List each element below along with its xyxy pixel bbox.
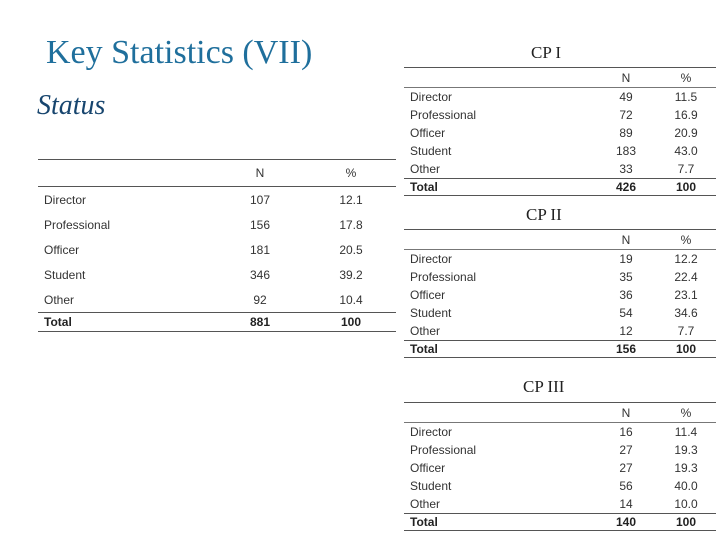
table-row	[404, 268, 716, 286]
status-table-cp1	[404, 67, 716, 196]
row-label: Officer	[44, 242, 80, 257]
row-percent: 17.8	[339, 217, 363, 232]
row-n: 49	[619, 90, 633, 104]
row-percent: 11.4	[674, 425, 698, 439]
row-label: Student	[410, 306, 452, 320]
row-n: 92	[253, 292, 267, 307]
row-label: Director	[410, 252, 453, 266]
table-row	[404, 477, 716, 495]
row-n: 72	[619, 108, 633, 122]
column-header-percent: %	[656, 68, 716, 88]
column-header-n: N	[596, 403, 656, 423]
row-label: Professional	[410, 270, 477, 284]
table-row	[404, 441, 716, 459]
table-row	[404, 250, 716, 269]
row-n: 27	[619, 443, 633, 457]
table-row	[404, 124, 716, 142]
row-label: Professional	[410, 108, 477, 122]
row-n: 156	[249, 217, 271, 232]
table-row	[404, 495, 716, 514]
row-label: Director	[44, 192, 87, 207]
row-label: Other	[410, 497, 441, 511]
column-header-n: N	[214, 160, 306, 187]
row-percent: 43.0	[674, 144, 698, 158]
table-row	[404, 88, 716, 107]
total-percent: 100	[656, 179, 716, 196]
table-row	[404, 286, 716, 304]
column-header-n: N	[596, 230, 656, 250]
row-percent: 22.4	[674, 270, 698, 284]
total-n: 140	[596, 514, 656, 531]
row-label: Other	[410, 162, 441, 176]
row-n: 183	[615, 144, 637, 158]
cp3-label: CP III	[523, 377, 565, 396]
table-total-row	[404, 179, 716, 196]
table-row	[404, 423, 716, 442]
total-percent: 100	[656, 514, 716, 531]
row-percent: 20.5	[339, 242, 363, 257]
cp1-label: CP I	[531, 43, 562, 62]
row-label: Other	[44, 292, 75, 307]
column-header-label	[38, 160, 214, 187]
row-label: Officer	[410, 288, 446, 302]
slide-title: Key Statistics (VII)	[46, 34, 313, 71]
row-label: Officer	[410, 126, 446, 140]
row-n: 35	[619, 270, 633, 284]
row-label: Officer	[410, 461, 446, 475]
table-total-row	[404, 341, 716, 358]
column-header-label	[404, 230, 596, 250]
row-percent: 7.7	[677, 324, 695, 338]
row-percent: 10.4	[339, 292, 363, 307]
row-n: 107	[249, 192, 271, 207]
table-row	[38, 212, 396, 237]
row-label: Student	[410, 479, 452, 493]
row-percent: 12.2	[674, 252, 698, 266]
total-label: Total	[404, 341, 596, 358]
row-label: Professional	[410, 443, 477, 457]
row-n: 12	[619, 324, 633, 338]
column-header-percent: %	[656, 403, 716, 423]
column-header-percent: %	[306, 160, 396, 187]
row-n: 16	[619, 425, 633, 439]
table-header-row	[404, 68, 716, 88]
row-percent: 7.7	[677, 162, 695, 176]
row-label: Student	[410, 144, 452, 158]
row-label: Director	[410, 425, 453, 439]
column-header-n: N	[596, 68, 656, 88]
row-percent: 20.9	[674, 126, 698, 140]
column-header-label	[404, 68, 596, 88]
row-percent: 19.3	[674, 461, 698, 475]
table-row	[404, 304, 716, 322]
table-row	[404, 142, 716, 160]
row-n: 89	[619, 126, 633, 140]
row-n: 19	[619, 252, 633, 266]
status-table-cp2	[404, 229, 716, 358]
row-percent: 16.9	[674, 108, 698, 122]
table-header-row	[38, 160, 396, 187]
row-n: 27	[619, 461, 633, 475]
table-row	[38, 287, 396, 313]
table-row	[404, 160, 716, 179]
row-label: Other	[410, 324, 441, 338]
table-header-row	[404, 230, 716, 250]
table-row	[38, 237, 396, 262]
row-percent: 19.3	[674, 443, 698, 457]
status-table-overall	[38, 159, 396, 332]
row-n: 33	[619, 162, 633, 176]
table-total-row	[404, 514, 716, 531]
row-label: Director	[410, 90, 453, 104]
row-n: 14	[619, 497, 633, 511]
row-percent: 10.0	[674, 497, 698, 511]
table-row	[404, 322, 716, 341]
total-label: Total	[404, 179, 596, 196]
row-n: 36	[619, 288, 633, 302]
total-label: Total	[38, 313, 214, 332]
table-row	[38, 262, 396, 287]
row-percent: 23.1	[674, 288, 698, 302]
row-label: Professional	[44, 217, 111, 232]
total-percent: 100	[306, 313, 396, 332]
column-header-percent: %	[656, 230, 716, 250]
row-label: Student	[44, 267, 86, 282]
total-label: Total	[404, 514, 596, 531]
row-n: 56	[619, 479, 633, 493]
row-n: 54	[619, 306, 633, 320]
row-n: 346	[249, 267, 271, 282]
status-table-cp3	[404, 402, 716, 531]
table-header-row	[404, 403, 716, 423]
row-n: 181	[249, 242, 271, 257]
table-total-row	[38, 313, 396, 332]
row-percent: 34.6	[674, 306, 698, 320]
row-percent: 12.1	[339, 192, 363, 207]
row-percent: 11.5	[674, 90, 698, 104]
cp2-label: CP II	[526, 205, 562, 224]
table-row	[404, 459, 716, 477]
total-percent: 100	[656, 341, 716, 358]
section-subtitle: Status	[37, 90, 106, 121]
table-row	[404, 106, 716, 124]
row-percent: 39.2	[339, 267, 363, 282]
total-n: 881	[214, 313, 306, 332]
column-header-label	[404, 403, 596, 423]
row-percent: 40.0	[674, 479, 698, 493]
table-row	[38, 187, 396, 213]
total-n: 426	[596, 179, 656, 196]
total-n: 156	[596, 341, 656, 358]
